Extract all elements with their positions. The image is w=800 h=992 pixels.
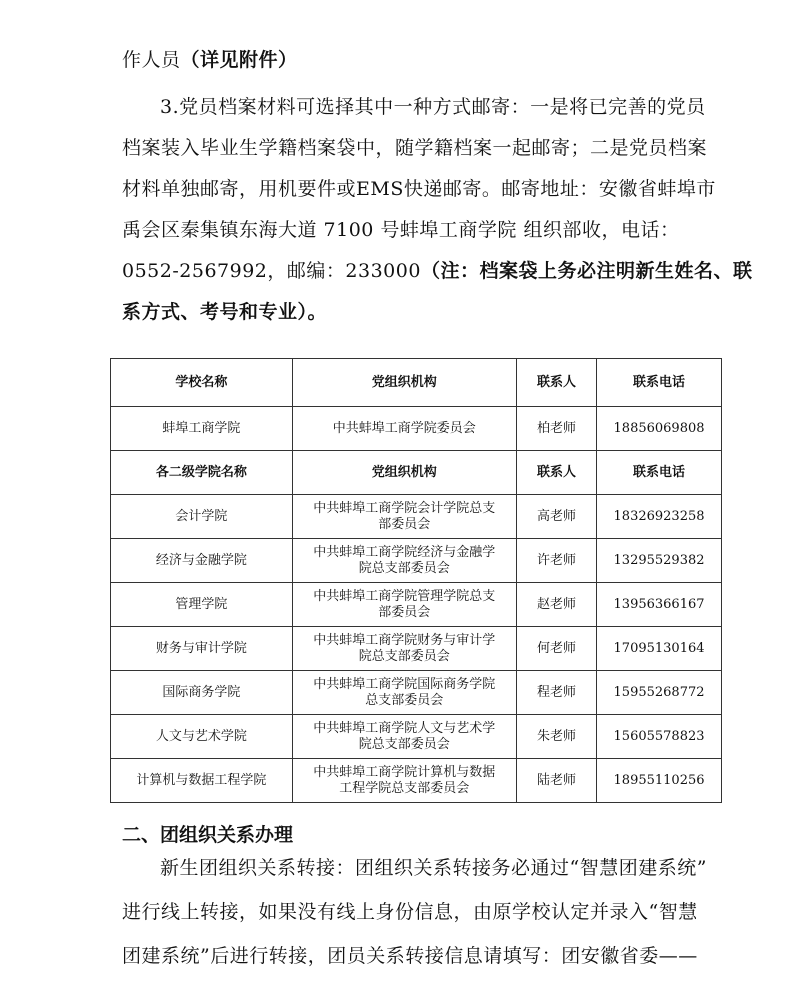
contact-cell: 朱老师 (516, 715, 596, 759)
contact-cell: 高老师 (516, 495, 596, 539)
org-cell (292, 671, 516, 715)
section-heading: 二、团组织关系办理 (122, 824, 294, 846)
text-fragment: 作人员 (122, 49, 181, 71)
phone-cell: 13295529382 (597, 539, 722, 583)
paragraph-line: 进行线上转接，如果没有线上身份信息，由原学校认定并录入“智慧 (122, 901, 698, 923)
paragraph-line: 团建系统”后进行转接，团员关系转接信息请填写：团安徽省委—— (122, 945, 698, 967)
table-row (111, 407, 722, 451)
header-cell: 联系人 (516, 359, 596, 407)
contact-cell: 何老师 (516, 627, 596, 671)
contact-cell: 赵老师 (516, 583, 596, 627)
table-row (111, 495, 722, 539)
table-row (111, 539, 722, 583)
paragraph-line: 新生团组织关系转接：团组织关系转接务必通过“智慧团建系统” (160, 857, 707, 879)
org-line: 中共蚌埠工商学院会计学院总支 (313, 500, 496, 516)
header-cell: 联系人 (516, 451, 596, 495)
org-cell (292, 759, 516, 803)
contact-cell: 陆老师 (516, 759, 596, 803)
org-line: 院总支部委员会 (358, 560, 450, 576)
org-line: 中共蚌埠工商学院计算机与数据 (313, 764, 496, 780)
college-cell: 管理学院 (111, 583, 293, 627)
paragraph-line: 3.党员档案材料可选择其中一种方式邮寄：一是将已完善的党员 (160, 96, 706, 118)
org-line: 部委员会 (378, 604, 431, 620)
org-line: 部委员会 (378, 516, 431, 532)
paragraph-line (122, 259, 752, 283)
phone-cell: 18856069808 (597, 407, 722, 451)
table-row (111, 759, 722, 803)
college-cell: 人文与艺术学院 (111, 715, 293, 759)
college-cell: 国际商务学院 (111, 671, 293, 715)
org-line: 院总支部委员会 (358, 736, 450, 752)
header-cell: 党组织机构 (292, 359, 516, 407)
phone-cell: 15605578823 (597, 715, 722, 759)
header-cell: 联系电话 (597, 451, 722, 495)
text-fragment: 0552-2567992，邮编：233000 (122, 260, 421, 282)
header-cell: 联系电话 (597, 359, 722, 407)
org-line: 中共蚌埠工商学院管理学院总支 (313, 588, 496, 604)
phone-cell: 13956366167 (597, 583, 722, 627)
phone-cell: 15955268772 (597, 671, 722, 715)
paragraph-line (122, 48, 298, 72)
contact-table (110, 358, 722, 803)
bold-note: （详见附件） (180, 49, 298, 71)
org-cell (292, 715, 516, 759)
table-row (111, 715, 722, 759)
org-cell (292, 583, 516, 627)
contact-cell: 许老师 (516, 539, 596, 583)
school-name-cell: 蚌埠工商学院 (111, 407, 293, 451)
table-row (111, 583, 722, 627)
phone-cell: 18955110256 (597, 759, 722, 803)
table-header-row (111, 451, 722, 495)
contact-cell: 程老师 (516, 671, 596, 715)
college-cell: 会计学院 (111, 495, 293, 539)
org-cell (292, 539, 516, 583)
org-cell (292, 627, 516, 671)
header-cell: 学校名称 (111, 359, 293, 407)
header-cell: 各二级学院名称 (111, 451, 293, 495)
org-line: 院总支部委员会 (358, 648, 450, 664)
header-cell: 党组织机构 (292, 451, 516, 495)
org-cell (292, 495, 516, 539)
bold-note: （注：档案袋上务必注明新生姓名、联 (420, 260, 753, 282)
org-line: 总支部委员会 (365, 692, 444, 708)
org-line: 中共蚌埠工商学院财务与审计学 (313, 632, 496, 648)
phone-cell: 18326923258 (597, 495, 722, 539)
college-cell: 经济与金融学院 (111, 539, 293, 583)
paragraph-line: 档案装入毕业生学籍档案袋中，随学籍档案一起邮寄；二是党员档案 (122, 137, 708, 159)
phone-cell: 17095130164 (597, 627, 722, 671)
contact-cell: 柏老师 (516, 407, 596, 451)
table-header-row (111, 359, 722, 407)
table-row (111, 627, 722, 671)
org-line: 中共蚌埠工商学院人文与艺术学 (313, 720, 496, 736)
paragraph-line: 系方式、考号和专业）。 (122, 301, 328, 323)
org-line: 中共蚌埠工商学院国际商务学院 (313, 676, 496, 692)
table-row (111, 671, 722, 715)
college-cell: 财务与审计学院 (111, 627, 293, 671)
college-cell: 计算机与数据工程学院 (111, 759, 293, 803)
org-cell: 中共蚌埠工商学院委员会 (292, 407, 516, 451)
org-line: 工程学院总支部委员会 (339, 780, 470, 796)
paragraph-line: 禹会区秦集镇东海大道 7100 号蚌埠工商学院 组织部收，电话： (122, 219, 680, 241)
paragraph-line: 材料单独邮寄，用机要件或EMS快递邮寄。邮寄地址：安徽省蚌埠市 (122, 178, 716, 200)
org-line: 中共蚌埠工商学院经济与金融学 (313, 544, 496, 560)
